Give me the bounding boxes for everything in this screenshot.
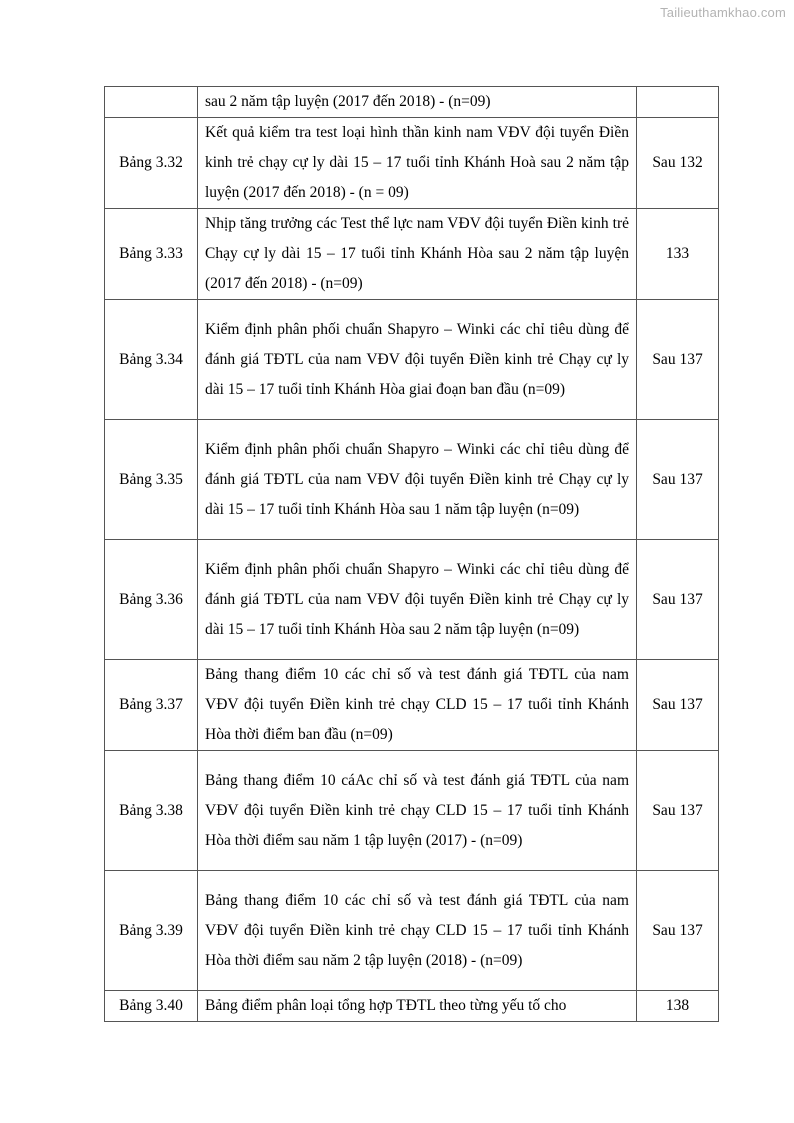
table-label-cell: Bảng 3.40	[105, 991, 198, 1022]
table-description: Bảng điểm phân loại tổng hợp TĐTL theo từng yếu tố cho	[205, 997, 567, 1014]
table-description: Nhịp tăng trưởng các Test thể lực nam VĐV đội tuyển Điền kinh trẻ Chạy cự ly dài 15 – 17 tuổi tỉnh Khánh Hòa sau 2 năm tập luyện (2017 đến 2018) - (n=09)	[205, 215, 629, 292]
table-description: Bảng thang điểm 10 các chỉ số và test đánh giá TĐTL của nam VĐV đội tuyển Điền kinh trẻ chạy CLD 15 – 17 tuổi tỉnh Khánh Hòa thời điểm sau năm 2 tập luyện (2018) - (n=09)	[205, 891, 629, 969]
table-label-cell: Bảng 3.34	[105, 300, 198, 420]
table-row	[105, 751, 719, 871]
table-label-cell: Bảng 3.39	[105, 871, 198, 991]
table-page-cell: Sau 137	[637, 660, 719, 751]
table-description: sau 2 năm tập luyện (2017 đến 2018) - (n=09)	[205, 93, 491, 110]
table-description-cell	[198, 751, 637, 871]
table-label-cell: Bảng 3.37	[105, 660, 198, 751]
table-description: Kiểm định phân phối chuẩn Shapyro – Winki các chỉ tiêu dùng để đánh giá TĐTL của nam VĐV đội tuyển Điền kinh trẻ Chạy cự ly dài 15 – 17 tuổi tỉnh Khánh Hòa giai đoạn ban đầu (n=09)	[205, 320, 629, 398]
table-row	[105, 420, 719, 540]
watermark-text: Tailieuthamkhao.com	[660, 5, 786, 20]
table-description: Kiểm định phân phối chuẩn Shapyro – Winki các chỉ tiêu dùng để đánh giá TĐTL của nam VĐV đội tuyển Điền kinh trẻ Chạy cự ly dài 15 – 17 tuổi tỉnh Khánh Hòa sau 2 năm tập luyện (n=09)	[205, 560, 629, 638]
table-description-cell	[198, 300, 637, 420]
table-row	[105, 209, 719, 300]
table-of-tables	[104, 86, 719, 1022]
table-page-cell	[637, 87, 719, 118]
table-row	[105, 87, 719, 118]
table-label-cell	[105, 87, 198, 118]
table-description-cell	[198, 420, 637, 540]
table-row	[105, 540, 719, 660]
table-page-cell: 133	[637, 209, 719, 300]
table-label-cell: Bảng 3.32	[105, 118, 198, 209]
table-page-cell: Sau 137	[637, 751, 719, 871]
table-row	[105, 991, 719, 1022]
table-description-cell	[198, 209, 637, 300]
table-description: Bảng thang điểm 10 cáAc chỉ số và test đánh giá TĐTL của nam VĐV đội tuyển Điền kinh trẻ chạy CLD 15 – 17 tuổi tỉnh Khánh Hòa thời điểm sau năm 1 tập luyện (2017) - (n=09)	[205, 771, 629, 849]
table-row	[105, 118, 719, 209]
table-page-cell: Sau 137	[637, 420, 719, 540]
table-description: Bảng thang điểm 10 các chỉ số và test đánh giá TĐTL của nam VĐV đội tuyển Điền kinh trẻ chạy CLD 15 – 17 tuổi tỉnh Khánh Hòa thời điểm ban đầu (n=09)	[205, 666, 629, 743]
table-label-cell: Bảng 3.35	[105, 420, 198, 540]
table-description-cell	[198, 540, 637, 660]
table-description-cell	[198, 991, 637, 1022]
table-row	[105, 660, 719, 751]
table-row	[105, 300, 719, 420]
table-description-cell	[198, 871, 637, 991]
table-page-cell: Sau 137	[637, 540, 719, 660]
table-description: Kiểm định phân phối chuẩn Shapyro – Winki các chỉ tiêu dùng để đánh giá TĐTL của nam VĐV đội tuyển Điền kinh trẻ Chạy cự ly dài 15 – 17 tuổi tỉnh Khánh Hòa sau 1 năm tập luyện (n=09)	[205, 440, 629, 518]
table-description: Kết quả kiểm tra test loại hình thần kinh nam VĐV đội tuyển Điền kinh trẻ chạy cự ly dài 15 – 17 tuổi tỉnh Khánh Hoà sau 2 năm tập luyện (2017 đến 2018) - (n = 09)	[205, 124, 629, 201]
table-description-cell	[198, 660, 637, 751]
table-label-cell: Bảng 3.33	[105, 209, 198, 300]
table-page-cell: Sau 132	[637, 118, 719, 209]
table-page-cell: 138	[637, 991, 719, 1022]
table-description-cell	[198, 118, 637, 209]
table-page-cell: Sau 137	[637, 871, 719, 991]
table-row	[105, 871, 719, 991]
table-page-cell: Sau 137	[637, 300, 719, 420]
table-label-cell: Bảng 3.38	[105, 751, 198, 871]
table-label-cell: Bảng 3.36	[105, 540, 198, 660]
table-description-cell	[198, 87, 637, 118]
